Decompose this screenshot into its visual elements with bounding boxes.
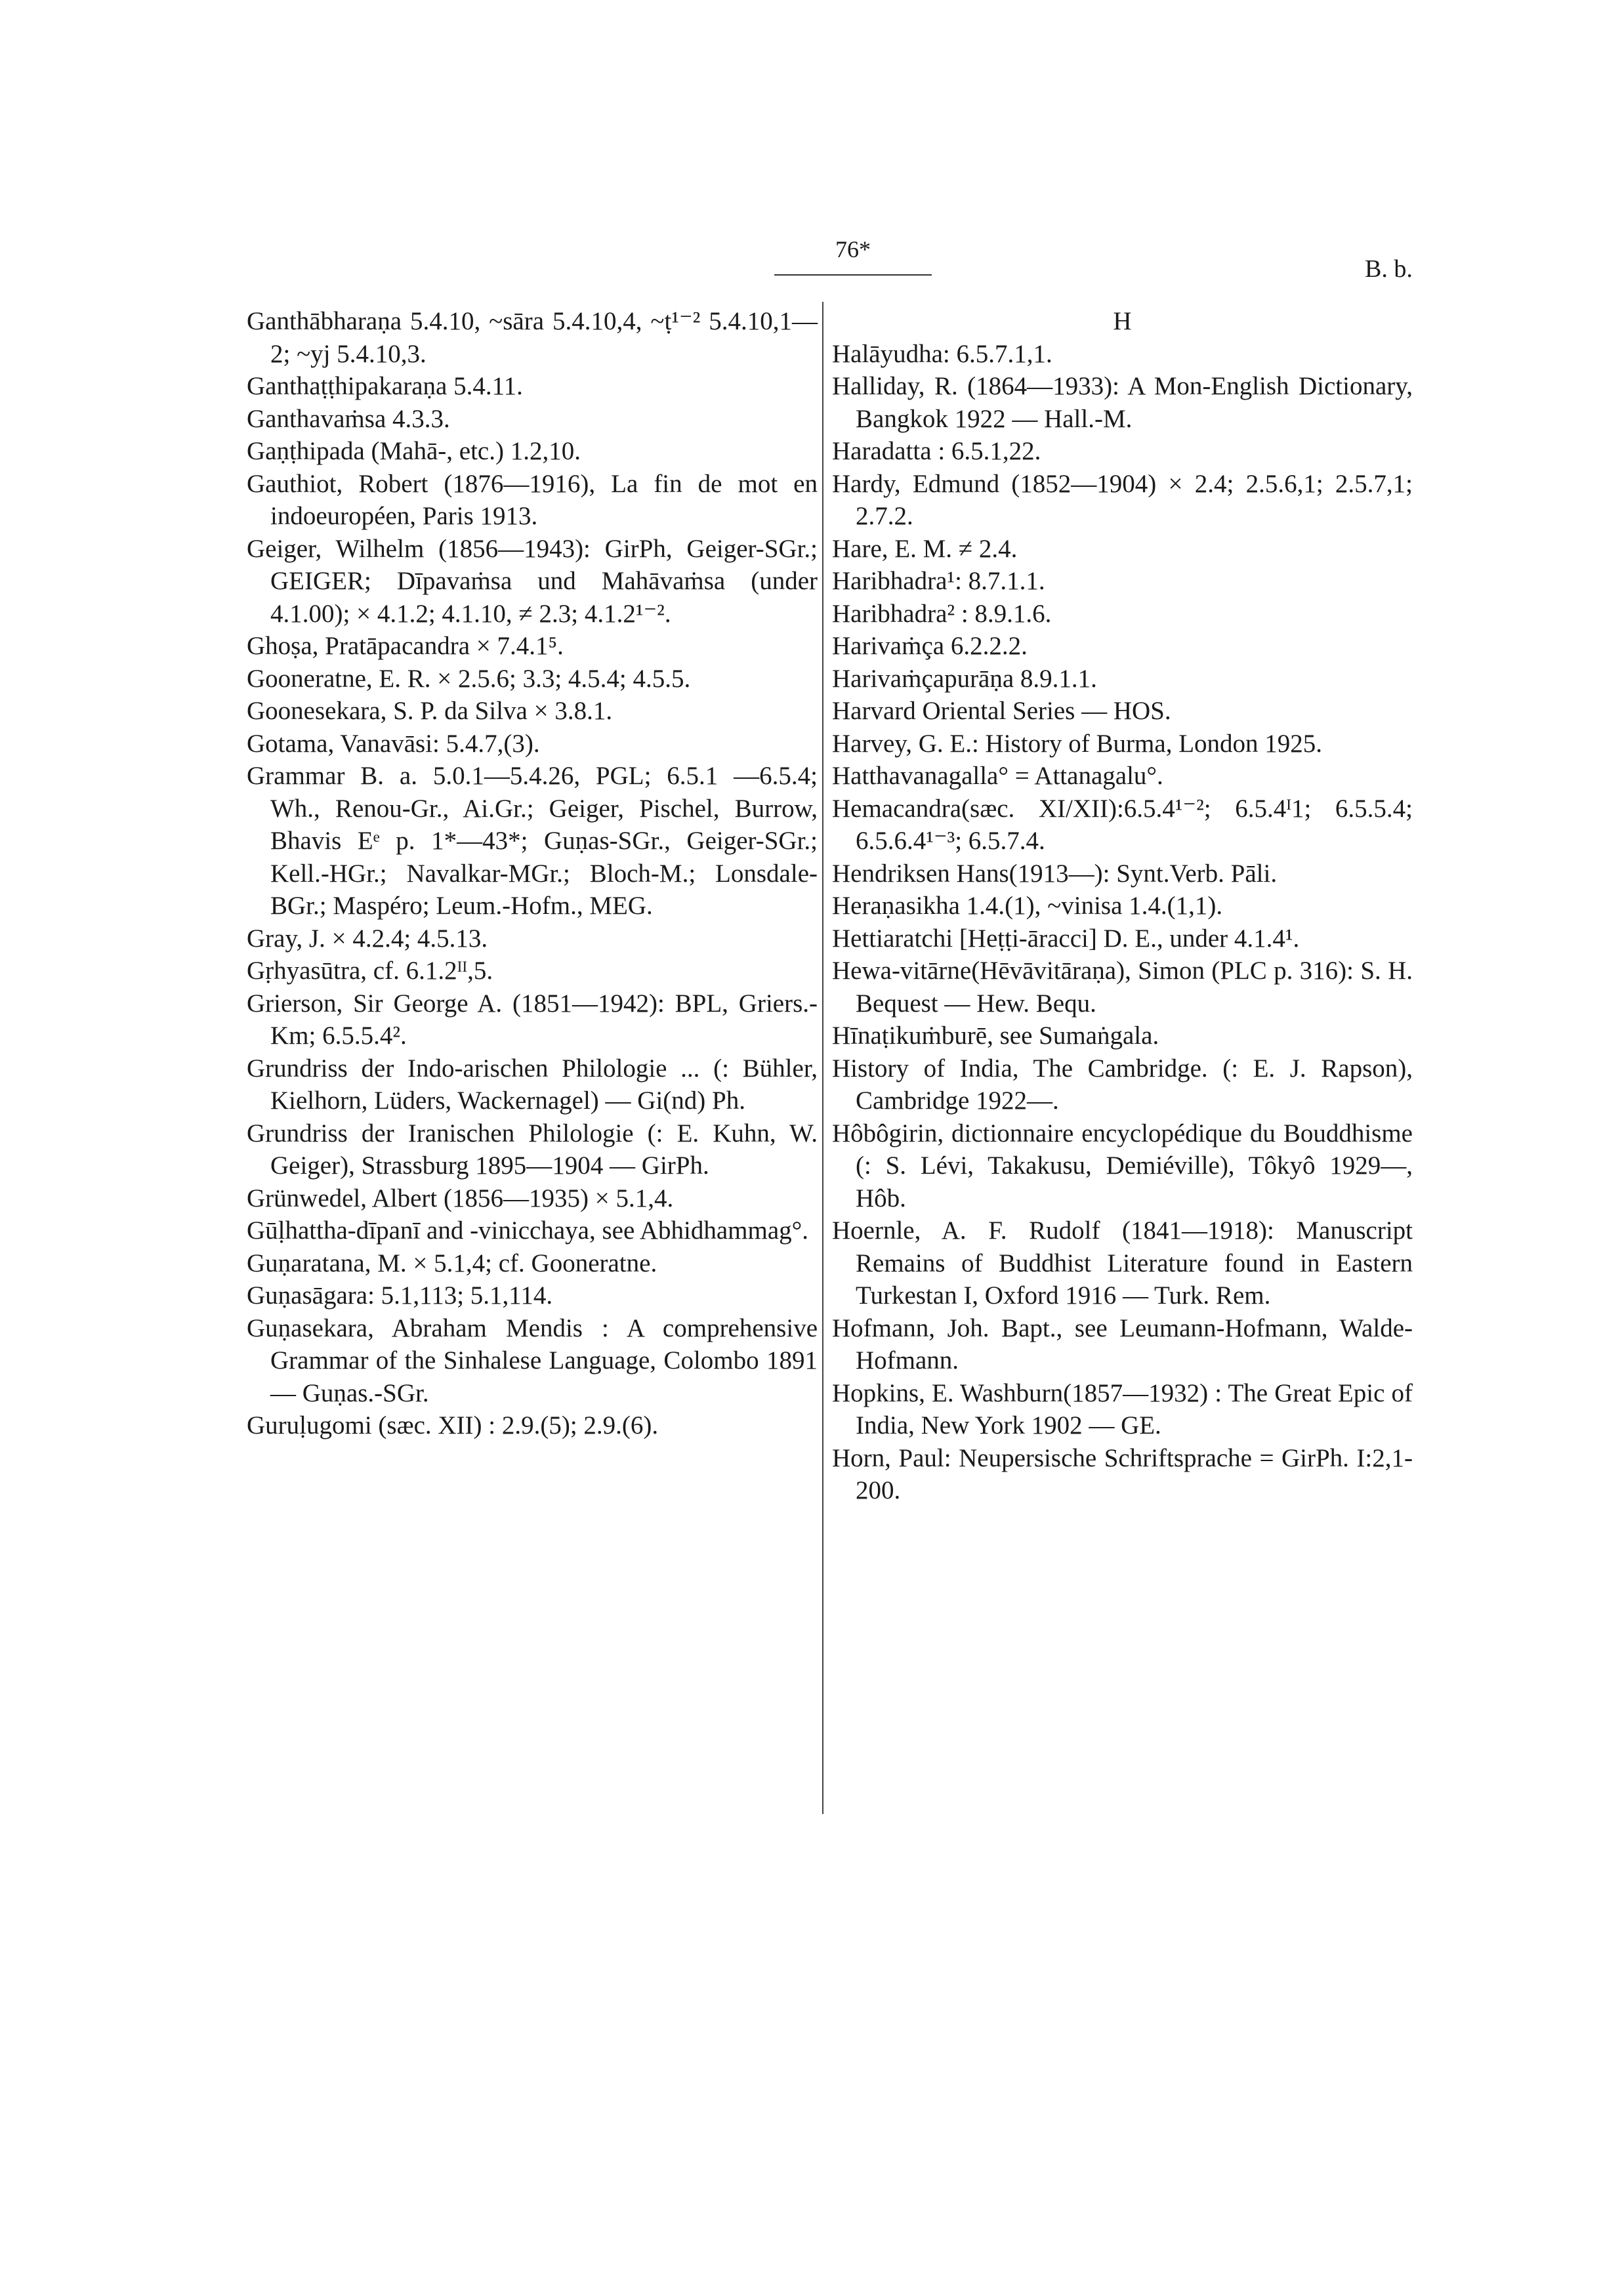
index-entry: Halliday, R. (1864—1933): A Mon-English Dictionary, Bangkok 1922 — Hall.-M. [832,372,1413,433]
index-entry: Guṇasekara, Abraham Mendis : A comprehensive Grammar of the Sinhalese Language, Colombo 1891 — Guṇas.-SGr. [247,1313,818,1407]
index-entry: Gooneratne, E. R. × 2.5.6; 3.3; 4.5.4; 4.5.5. [247,664,691,693]
index-entry: Gṛhyasūtra, cf. 6.1.2ᴵᴵ,5. [247,957,493,985]
index-entry: Gotama, Vanavāsi: 5.4.7,(3). [247,729,540,758]
index-entry: Ganthābharaṇa 5.4.10, ~sāra 5.4.10,4, ~ṭ¹⁻² 5.4.10,1—2; ~yj 5.4.10,3. [247,307,818,368]
page-number: 76* [835,236,871,262]
index-entry: Gūḷhattha-dīpanī and -vinicchaya, see Abhidhammag°. [247,1216,809,1245]
index-entry: Hīnaṭikuṁburē, see Sumaṅgala. [832,1022,1159,1050]
column-divider [822,302,823,1814]
index-entry: Ganthaṭṭhipakaraṇa 5.4.11. [247,372,523,400]
index-entry: Haribhadra² : 8.9.1.6. [832,599,1052,628]
index-entry: Hoernle, A. F. Rudolf (1841—1918): Manuscript Remains of Buddhist Literature found in Eastern Turkestan I, Oxford 1916 — Turk. Rem. [832,1216,1413,1310]
index-entry: Heraṇasikha 1.4.(1), ~vinisa 1.4.(1,1). [832,892,1223,920]
index-entry: Hôbôgirin, dictionnaire encyclopédique du Bouddhisme (: S. Lévi, Takakusu, Demiéville), Tôkyô 1929—, Hôb. [832,1119,1413,1212]
section-letter-heading: H [1113,307,1132,335]
index-entry: Gauthiot, Robert (1876—1916), La fin de mot en indoeuropéen, Paris 1913. [247,469,818,530]
index-entry: Hare, E. M. ≠ 2.4. [832,534,1018,563]
right-column [832,305,1413,1507]
index-entry: Harvey, G. E.: History of Burma, London 1925. [832,729,1323,758]
page-number-rule [774,274,932,276]
index-entry: Grünwedel, Albert (1856—1935) × 5.1,4. [247,1184,674,1212]
index-entry: Gray, J. × 4.2.4; 4.5.13. [247,924,488,953]
index-entry: Hardy, Edmund (1852—1904) × 2.4; 2.5.6,1; 2.5.7,1; 2.7.2. [832,469,1413,530]
section-mark: B. b. [1365,255,1413,283]
index-entry: Haribhadra¹: 8.7.1.1. [832,567,1045,595]
index-entry: Hettiaratchi [Heṭṭi-āracci] D. E., under 4.1.4¹. [832,924,1300,953]
index-entry: Hewa-vitārne(Hēvāvitāraṇa), Simon (PLC p. 316): S. H. Bequest — Hew. Bequ. [832,957,1413,1018]
index-entry: Grammar B. a. 5.0.1—5.4.26, PGL; 6.5.1 —6.5.4; Wh., Renou-Gr., Ai.Gr.; Geiger, Pischel, Burrow, Bhavis Eᵉ p. 1*—43*; Guṇas-SGr., Geiger-SGr.; Kell.-HGr.; Navalkar-MGr.; Bloch-M.; Lonsdale-BGr.; Maspéro; Leum.-Hofm., MEG. [247,762,818,920]
index-entry: Harvard Oriental Series — HOS. [832,697,1171,725]
index-entry: Hatthavanagalla° = Attanagalu°. [832,762,1163,790]
index-entry: Halāyudha: 6.5.7.1,1. [832,339,1052,368]
index-entry: Guṇaratana, M. × 5.1,4; cf. Gooneratne. [247,1249,657,1277]
index-entry: Hopkins, E. Washburn(1857—1932) : The Great Epic of India, New York 1902 — GE. [832,1378,1413,1439]
index-entry: History of India, The Cambridge. (: E. J. Rapson), Cambridge 1922—. [832,1054,1413,1115]
left-column [247,305,818,1442]
index-entry: Hemacandra(sæc. XI/XII):6.5.4¹⁻²; 6.5.4ᴵ1; 6.5.5.4; 6.5.6.4¹⁻³; 6.5.7.4. [832,794,1413,855]
index-entry: Guruḷugomi (sæc. XII) : 2.9.(5); 2.9.(6). [247,1411,659,1439]
index-entry: Hofmann, Joh. Bapt., see Leumann-Hofmann, Walde-Hofmann. [832,1313,1413,1375]
index-entry: Goonesekara, S. P. da Silva × 3.8.1. [247,697,613,725]
index-entry: Ganthavaṁsa 4.3.3. [247,404,450,433]
index-entry: Guṇasāgara: 5.1,113; 5.1,114. [247,1281,553,1310]
index-entry: Ghoṣa, Pratāpacandra × 7.4.1⁵. [247,632,564,660]
index-entry: Grierson, Sir George A. (1851—1942): BPL, Griers.-Km; 6.5.5.4². [247,989,818,1050]
index-entry: Hendriksen Hans(1913—): Synt.Verb. Pāli. [832,859,1278,888]
index-entry: Harivaṁçapurāṇa 8.9.1.1. [832,664,1097,693]
index-entry: Gaṇṭhipada (Mahā-, etc.) 1.2,10. [247,437,581,465]
index-entry: Horn, Paul: Neupersische Schriftsprache = GirPh. I:2,1-200. [832,1443,1413,1504]
index-entry: Grundriss der Indo-arischen Philologie ... (: Bühler, Kielhorn, Lüders, Wackernagel) — Gi(nd) Ph. [247,1054,818,1115]
index-entry: Haradatta : 6.5.1,22. [832,437,1041,465]
index-entry: Harivaṁça 6.2.2.2. [832,632,1028,660]
index-entry: Grundriss der Iranischen Philologie (: E. Kuhn, W. Geiger), Strassburg 1895—1904 — GirPh. [247,1119,818,1180]
index-entry: Geiger, Wilhelm (1856—1943): GirPh, Geiger-SGr.; GEIGER; Dīpavaṁsa und Mahāvaṁsa (under 4.1.00); × 4.1.2; 4.1.10, ≠ 2.3; 4.1.2¹⁻². [247,534,818,628]
